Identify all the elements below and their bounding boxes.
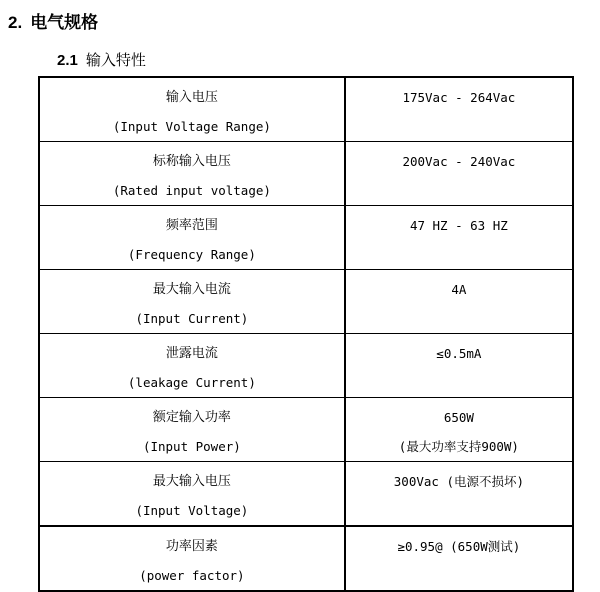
subsection-heading: [57, 49, 146, 70]
parameter-cell: [39, 462, 345, 527]
parameter-cell: [39, 77, 345, 142]
parameter-name-en: (Frequency Range): [127, 247, 256, 262]
value-cell: [345, 270, 573, 334]
parameter-value: 650W: [443, 410, 474, 425]
parameter-value: 175Vac - 264Vac: [402, 90, 516, 105]
value-cell: [345, 334, 573, 398]
parameter-name-en: (Input Current): [135, 311, 249, 326]
parameter-value: 200Vac - 240Vac: [402, 154, 516, 169]
parameter-name-cn: 输入电压: [165, 90, 218, 105]
parameter-cell: [39, 270, 345, 334]
table-row: [39, 206, 573, 270]
value-cell: [345, 142, 573, 206]
parameter-cell: [39, 142, 345, 206]
parameter-cell: [39, 206, 345, 270]
subsection-number: 2.1: [57, 52, 78, 69]
input-characteristics-table: [38, 76, 574, 592]
parameter-value: ≥0.95@ (650W测试): [397, 539, 521, 554]
parameter-value: 300Vac (电源不损坏): [393, 474, 524, 489]
parameter-value: 47 HZ - 63 HZ: [409, 218, 508, 233]
parameter-name-en: (Input Voltage Range): [112, 119, 271, 134]
parameter-name-cn: 泄露电流: [165, 346, 218, 361]
value-cell: [345, 398, 573, 462]
value-cell: [345, 462, 573, 527]
parameter-cell: [39, 334, 345, 398]
table-row: [39, 334, 573, 398]
table-row: [39, 77, 573, 142]
table-row: [39, 142, 573, 206]
table-row: [39, 462, 573, 527]
value-cell: [345, 206, 573, 270]
parameter-name-cn: 频率范围: [165, 218, 218, 233]
parameter-name-cn: 标称输入电压: [152, 154, 231, 169]
parameter-value: ≤0.5mA: [436, 346, 482, 361]
parameter-value: 4A: [451, 282, 467, 297]
parameter-name-en: (leakage Current): [127, 375, 256, 390]
parameter-name-en: (Input Voltage): [135, 503, 249, 518]
value-cell: [345, 77, 573, 142]
parameter-name-en: (Input Power): [142, 439, 241, 454]
section-heading: [8, 8, 98, 33]
parameter-name-cn: 额定输入功率: [152, 410, 231, 425]
parameter-name-cn: 功率因素: [165, 539, 218, 554]
table-row: [39, 526, 573, 591]
parameter-name-cn: 最大输入电压: [152, 474, 231, 489]
parameter-cell: [39, 526, 345, 591]
parameter-name-cn: 最大输入电流: [152, 282, 231, 297]
parameter-name-en: (Rated input voltage): [112, 183, 271, 198]
section-title: 电气规格: [30, 13, 99, 32]
table-row: [39, 270, 573, 334]
table-row: [39, 398, 573, 462]
parameter-value-note: (最大功率支持900W): [398, 439, 519, 454]
subsection-title: 输入特性: [85, 52, 146, 69]
value-cell: [345, 526, 573, 591]
parameter-name-en: (power factor): [139, 568, 245, 583]
parameter-cell: [39, 398, 345, 462]
section-number: 2.: [8, 13, 23, 32]
